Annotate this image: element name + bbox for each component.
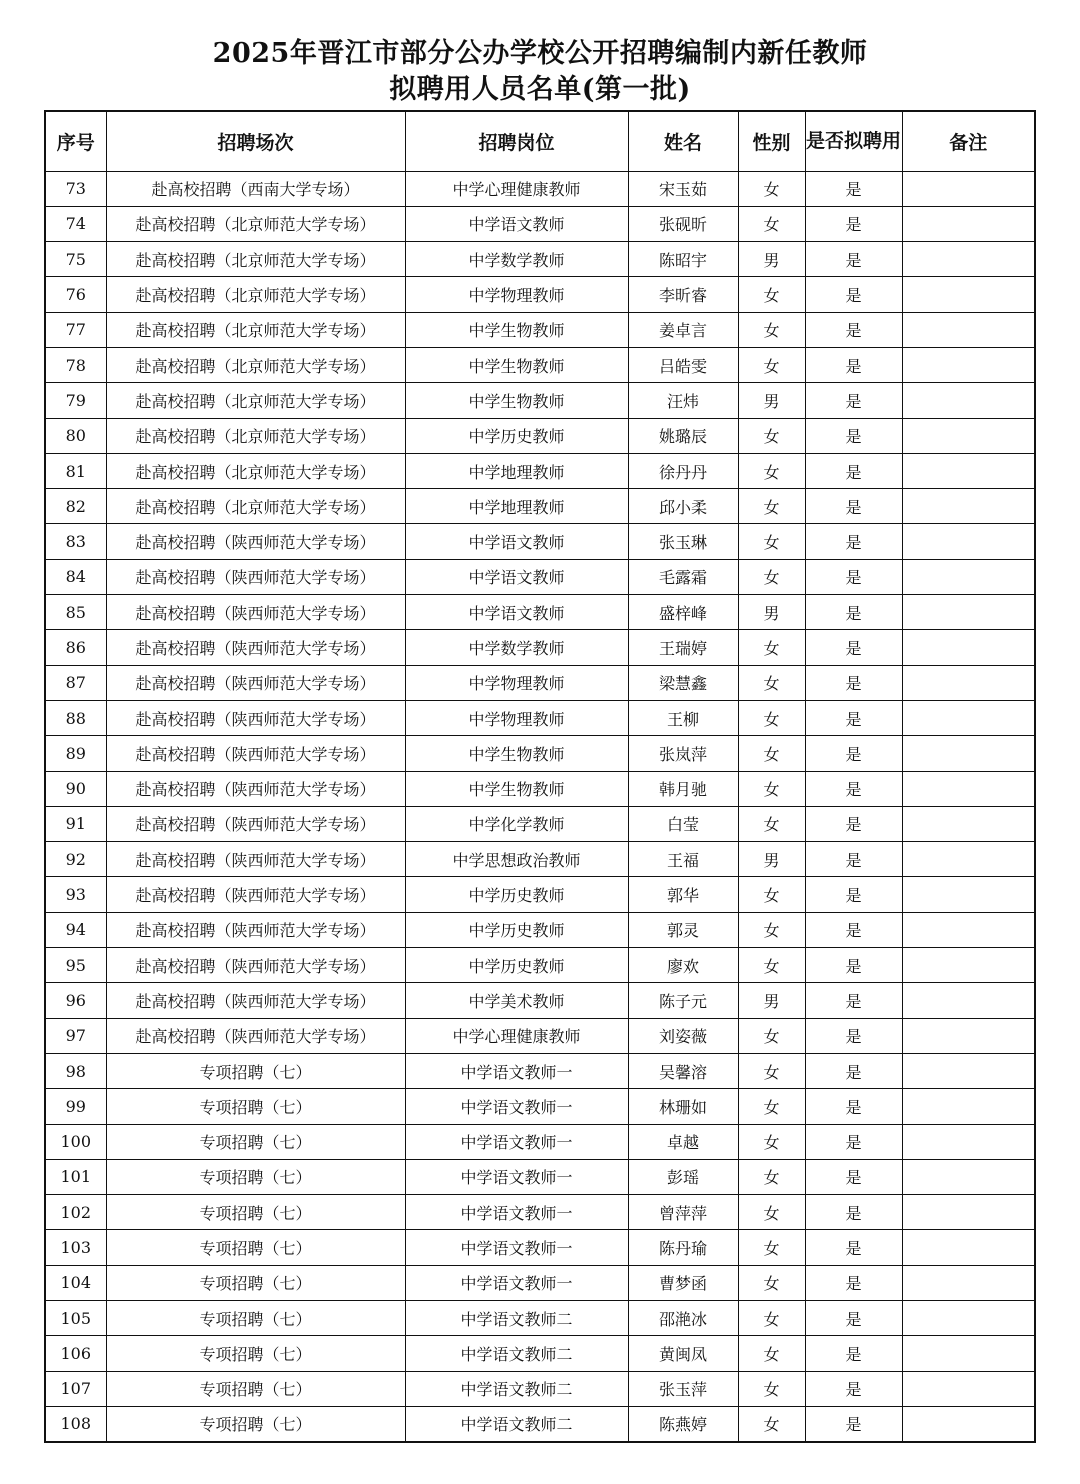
cell-gender: 女 [738,418,805,453]
cell-session: 专项招聘（七） [106,1124,405,1159]
header-position: 招聘岗位 [405,111,628,171]
cell-position: 中学生物教师 [405,736,628,771]
cell-note [902,171,1035,206]
cell-gender: 女 [738,1406,805,1441]
table-row [45,453,1035,488]
cell-gender: 女 [738,1159,805,1194]
cell-gender: 女 [738,559,805,594]
cell-gender: 女 [738,1018,805,1053]
cell-seq: 95 [45,948,106,983]
cell-session: 赴高校招聘（陕西师范大学专场） [106,877,405,912]
cell-seq: 106 [45,1336,106,1371]
cell-position: 中学历史教师 [405,912,628,947]
cell-position: 中学历史教师 [405,877,628,912]
cell-gender: 女 [738,171,805,206]
cell-seq: 74 [45,206,106,241]
cell-hire: 是 [805,1018,902,1053]
table-row [45,1053,1035,1088]
cell-name: 卓越 [628,1124,738,1159]
cell-session: 赴高校招聘（陕西师范大学专场） [106,559,405,594]
table-row [45,912,1035,947]
cell-note [902,948,1035,983]
cell-gender: 男 [738,595,805,630]
table-row [45,630,1035,665]
cell-session: 赴高校招聘（西南大学专场） [106,171,405,206]
cell-session: 赴高校招聘（陕西师范大学专场） [106,842,405,877]
cell-hire: 是 [805,206,902,241]
cell-gender: 男 [738,242,805,277]
cell-seq: 96 [45,983,106,1018]
cell-name: 曾萍萍 [628,1195,738,1230]
cell-name: 彭瑶 [628,1159,738,1194]
cell-gender: 女 [738,1230,805,1265]
table-row [45,1159,1035,1194]
cell-hire: 是 [805,418,902,453]
cell-name: 陈丹瑜 [628,1230,738,1265]
cell-position: 中学语文教师二 [405,1301,628,1336]
cell-note [902,983,1035,1018]
cell-gender: 女 [738,1195,805,1230]
cell-name: 邵滟冰 [628,1301,738,1336]
cell-gender: 女 [738,806,805,841]
table-row [45,700,1035,735]
cell-seq: 85 [45,595,106,630]
cell-session: 赴高校招聘（陕西师范大学专场） [106,665,405,700]
cell-note [902,347,1035,382]
cell-gender: 女 [738,206,805,241]
table-row [45,736,1035,771]
cell-session: 赴高校招聘（北京师范大学专场） [106,383,405,418]
cell-position: 中学生物教师 [405,312,628,347]
table-row [45,489,1035,524]
table-row [45,559,1035,594]
table-row [45,983,1035,1018]
cell-hire: 是 [805,383,902,418]
cell-session: 专项招聘（七） [106,1265,405,1300]
header-note: 备注 [902,111,1035,171]
cell-gender: 女 [738,736,805,771]
cell-note [902,418,1035,453]
cell-gender: 女 [738,489,805,524]
cell-hire: 是 [805,489,902,524]
cell-name: 李昕睿 [628,277,738,312]
cell-note [902,630,1035,665]
cell-note [902,1265,1035,1300]
cell-hire: 是 [805,700,902,735]
cell-seq: 77 [45,312,106,347]
cell-note [902,1089,1035,1124]
cell-name: 王福 [628,842,738,877]
table-row [45,595,1035,630]
cell-note [902,453,1035,488]
cell-position: 中学语文教师一 [405,1195,628,1230]
cell-hire: 是 [805,1301,902,1336]
cell-seq: 107 [45,1371,106,1406]
table-row [45,277,1035,312]
cell-note [902,383,1035,418]
cell-position: 中学历史教师 [405,948,628,983]
cell-name: 陈昭宇 [628,242,738,277]
cell-note [902,524,1035,559]
cell-note [902,595,1035,630]
cell-position: 中学地理教师 [405,453,628,488]
cell-hire: 是 [805,630,902,665]
cell-position: 中学化学教师 [405,806,628,841]
cell-hire: 是 [805,806,902,841]
cell-note [902,1301,1035,1336]
table-row [45,806,1035,841]
cell-hire: 是 [805,948,902,983]
cell-position: 中学语文教师 [405,559,628,594]
cell-session: 赴高校招聘（陕西师范大学专场） [106,595,405,630]
cell-gender: 女 [738,665,805,700]
cell-hire: 是 [805,171,902,206]
cell-position: 中学物理教师 [405,277,628,312]
table-row [45,524,1035,559]
cell-note [902,806,1035,841]
cell-note [902,1018,1035,1053]
cell-seq: 83 [45,524,106,559]
cell-note [902,206,1035,241]
cell-session: 赴高校招聘（陕西师范大学专场） [106,806,405,841]
cell-seq: 80 [45,418,106,453]
cell-gender: 女 [738,1301,805,1336]
cell-session: 专项招聘（七） [106,1230,405,1265]
cell-seq: 87 [45,665,106,700]
cell-seq: 108 [45,1406,106,1441]
cell-hire: 是 [805,524,902,559]
table-row [45,842,1035,877]
cell-note [902,1124,1035,1159]
cell-seq: 105 [45,1301,106,1336]
cell-seq: 86 [45,630,106,665]
table-row [45,771,1035,806]
cell-position: 中学生物教师 [405,383,628,418]
cell-session: 专项招聘（七） [106,1053,405,1088]
cell-seq: 88 [45,700,106,735]
cell-session: 赴高校招聘（陕西师范大学专场） [106,1018,405,1053]
table-row [45,242,1035,277]
cell-seq: 92 [45,842,106,877]
table-row [45,1301,1035,1336]
cell-position: 中学语文教师一 [405,1230,628,1265]
cell-seq: 81 [45,453,106,488]
cell-gender: 女 [738,1336,805,1371]
cell-name: 盛梓峰 [628,595,738,630]
cell-hire: 是 [805,983,902,1018]
cell-seq: 104 [45,1265,106,1300]
cell-hire: 是 [805,347,902,382]
table-row [45,171,1035,206]
table-row [45,665,1035,700]
header-session: 招聘场次 [106,111,405,171]
cell-position: 中学地理教师 [405,489,628,524]
cell-name: 张岚萍 [628,736,738,771]
cell-session: 专项招聘（七） [106,1159,405,1194]
cell-session: 赴高校招聘（北京师范大学专场） [106,489,405,524]
header-hire: 是否拟聘用 [805,111,902,171]
cell-hire: 是 [805,912,902,947]
cell-hire: 是 [805,559,902,594]
cell-position: 中学语文教师二 [405,1336,628,1371]
cell-session: 赴高校招聘（北京师范大学专场） [106,277,405,312]
cell-hire: 是 [805,242,902,277]
cell-session: 专项招聘（七） [106,1089,405,1124]
cell-name: 汪炜 [628,383,738,418]
cell-note [902,877,1035,912]
cell-note [902,312,1035,347]
cell-gender: 女 [738,347,805,382]
table-row [45,206,1035,241]
table-row [45,383,1035,418]
cell-gender: 女 [738,277,805,312]
table-row [45,1265,1035,1300]
cell-position: 中学心理健康教师 [405,1018,628,1053]
cell-note [902,700,1035,735]
cell-note [902,242,1035,277]
cell-name: 郭灵 [628,912,738,947]
cell-session: 赴高校招聘（陕西师范大学专场） [106,630,405,665]
cell-seq: 90 [45,771,106,806]
cell-note [902,1159,1035,1194]
cell-name: 吕皓雯 [628,347,738,382]
cell-note [902,1371,1035,1406]
cell-position: 中学语文教师一 [405,1053,628,1088]
cell-position: 中学美术教师 [405,983,628,1018]
cell-seq: 101 [45,1159,106,1194]
header-gender: 性别 [738,111,805,171]
cell-position: 中学语文教师一 [405,1124,628,1159]
cell-hire: 是 [805,736,902,771]
cell-note [902,736,1035,771]
cell-hire: 是 [805,665,902,700]
cell-gender: 女 [738,312,805,347]
cell-note [902,1406,1035,1441]
cell-seq: 73 [45,171,106,206]
cell-session: 赴高校招聘（陕西师范大学专场） [106,983,405,1018]
cell-seq: 79 [45,383,106,418]
cell-name: 王瑞婷 [628,630,738,665]
cell-hire: 是 [805,771,902,806]
cell-session: 赴高校招聘（陕西师范大学专场） [106,948,405,983]
cell-gender: 女 [738,1089,805,1124]
cell-name: 张玉琳 [628,524,738,559]
cell-note [902,1195,1035,1230]
cell-gender: 男 [738,383,805,418]
table-row [45,1124,1035,1159]
cell-position: 中学语文教师 [405,524,628,559]
cell-position: 中学物理教师 [405,665,628,700]
cell-note [902,1336,1035,1371]
hiring-table [44,110,1036,1443]
cell-session: 专项招聘（七） [106,1336,405,1371]
cell-seq: 103 [45,1230,106,1265]
cell-position: 中学语文教师一 [405,1089,628,1124]
cell-seq: 89 [45,736,106,771]
cell-position: 中学语文教师二 [405,1371,628,1406]
cell-name: 廖欢 [628,948,738,983]
cell-position: 中学数学教师 [405,630,628,665]
cell-gender: 女 [738,948,805,983]
table-row [45,1018,1035,1053]
cell-name: 黄闽凤 [628,1336,738,1371]
table-row [45,1406,1035,1441]
cell-gender: 女 [738,1265,805,1300]
cell-session: 赴高校招聘（陕西师范大学专场） [106,700,405,735]
table-header-row [45,111,1035,171]
cell-gender: 女 [738,524,805,559]
cell-position: 中学语文教师 [405,206,628,241]
cell-name: 王柳 [628,700,738,735]
cell-session: 赴高校招聘（北京师范大学专场） [106,206,405,241]
cell-seq: 75 [45,242,106,277]
cell-seq: 82 [45,489,106,524]
cell-name: 张玉萍 [628,1371,738,1406]
cell-hire: 是 [805,877,902,912]
table-row [45,1089,1035,1124]
cell-name: 林珊如 [628,1089,738,1124]
cell-session: 专项招聘（七） [106,1301,405,1336]
cell-session: 赴高校招聘（陕西师范大学专场） [106,771,405,806]
cell-position: 中学生物教师 [405,771,628,806]
header-name: 姓名 [628,111,738,171]
cell-name: 姚璐辰 [628,418,738,453]
cell-position: 中学思想政治教师 [405,842,628,877]
cell-hire: 是 [805,1124,902,1159]
cell-hire: 是 [805,1159,902,1194]
cell-name: 邱小柔 [628,489,738,524]
cell-note [902,489,1035,524]
cell-position: 中学心理健康教师 [405,171,628,206]
cell-seq: 91 [45,806,106,841]
cell-name: 吴馨溶 [628,1053,738,1088]
cell-position: 中学语文教师 [405,595,628,630]
cell-session: 专项招聘（七） [106,1371,405,1406]
cell-session: 赴高校招聘（陕西师范大学专场） [106,524,405,559]
cell-position: 中学语文教师二 [405,1406,628,1441]
cell-name: 刘姿薇 [628,1018,738,1053]
cell-gender: 女 [738,630,805,665]
cell-session: 专项招聘（七） [106,1406,405,1441]
cell-seq: 78 [45,347,106,382]
cell-position: 中学语文教师一 [405,1159,628,1194]
cell-gender: 女 [738,1371,805,1406]
cell-note [902,1053,1035,1088]
cell-position: 中学生物教师 [405,347,628,382]
cell-seq: 76 [45,277,106,312]
cell-gender: 女 [738,771,805,806]
table-row [45,1336,1035,1371]
cell-name: 韩月驰 [628,771,738,806]
cell-gender: 男 [738,842,805,877]
cell-name: 曹梦函 [628,1265,738,1300]
document-subtitle: 拟聘用人员名单(第一批) [389,74,691,105]
cell-gender: 女 [738,877,805,912]
cell-gender: 女 [738,912,805,947]
table-row [45,948,1035,983]
document-title: 2025年晋江市部分公办学校公开招聘编制内新任教师 [212,38,868,69]
cell-note [902,665,1035,700]
cell-seq: 98 [45,1053,106,1088]
table-row [45,312,1035,347]
table-row [45,1195,1035,1230]
cell-name: 郭华 [628,877,738,912]
cell-position: 中学物理教师 [405,700,628,735]
cell-session: 赴高校招聘（北京师范大学专场） [106,312,405,347]
cell-seq: 102 [45,1195,106,1230]
cell-note [902,559,1035,594]
cell-seq: 97 [45,1018,106,1053]
cell-name: 梁慧鑫 [628,665,738,700]
cell-gender: 女 [738,1124,805,1159]
cell-hire: 是 [805,1053,902,1088]
cell-seq: 100 [45,1124,106,1159]
cell-hire: 是 [805,1265,902,1300]
cell-seq: 84 [45,559,106,594]
header-seq: 序号 [45,111,106,171]
cell-name: 姜卓言 [628,312,738,347]
cell-note [902,912,1035,947]
cell-position: 中学数学教师 [405,242,628,277]
cell-hire: 是 [805,1371,902,1406]
table-row [45,1230,1035,1265]
cell-hire: 是 [805,842,902,877]
cell-gender: 女 [738,1053,805,1088]
cell-name: 白莹 [628,806,738,841]
cell-gender: 女 [738,700,805,735]
cell-seq: 99 [45,1089,106,1124]
cell-hire: 是 [805,1336,902,1371]
cell-hire: 是 [805,312,902,347]
cell-name: 宋玉茹 [628,171,738,206]
cell-hire: 是 [805,1406,902,1441]
cell-session: 赴高校招聘（北京师范大学专场） [106,347,405,382]
table-row [45,347,1035,382]
cell-hire: 是 [805,1230,902,1265]
cell-name: 毛露霜 [628,559,738,594]
cell-gender: 男 [738,983,805,1018]
cell-name: 陈子元 [628,983,738,1018]
cell-session: 赴高校招聘（陕西师范大学专场） [106,912,405,947]
cell-position: 中学历史教师 [405,418,628,453]
cell-hire: 是 [805,1195,902,1230]
cell-hire: 是 [805,1089,902,1124]
cell-note [902,842,1035,877]
cell-hire: 是 [805,277,902,312]
table-row [45,1371,1035,1406]
cell-session: 赴高校招聘（北京师范大学专场） [106,418,405,453]
table-row [45,418,1035,453]
cell-gender: 女 [738,453,805,488]
cell-note [902,277,1035,312]
cell-note [902,1230,1035,1265]
cell-session: 赴高校招聘（北京师范大学专场） [106,453,405,488]
cell-name: 陈燕婷 [628,1406,738,1441]
cell-session: 专项招聘（七） [106,1195,405,1230]
table-row [45,877,1035,912]
cell-note [902,771,1035,806]
cell-name: 徐丹丹 [628,453,738,488]
cell-session: 赴高校招聘（北京师范大学专场） [106,242,405,277]
cell-hire: 是 [805,595,902,630]
cell-seq: 93 [45,877,106,912]
cell-seq: 94 [45,912,106,947]
cell-name: 张砚昕 [628,206,738,241]
cell-hire: 是 [805,453,902,488]
cell-session: 赴高校招聘（陕西师范大学专场） [106,736,405,771]
cell-position: 中学语文教师一 [405,1265,628,1300]
